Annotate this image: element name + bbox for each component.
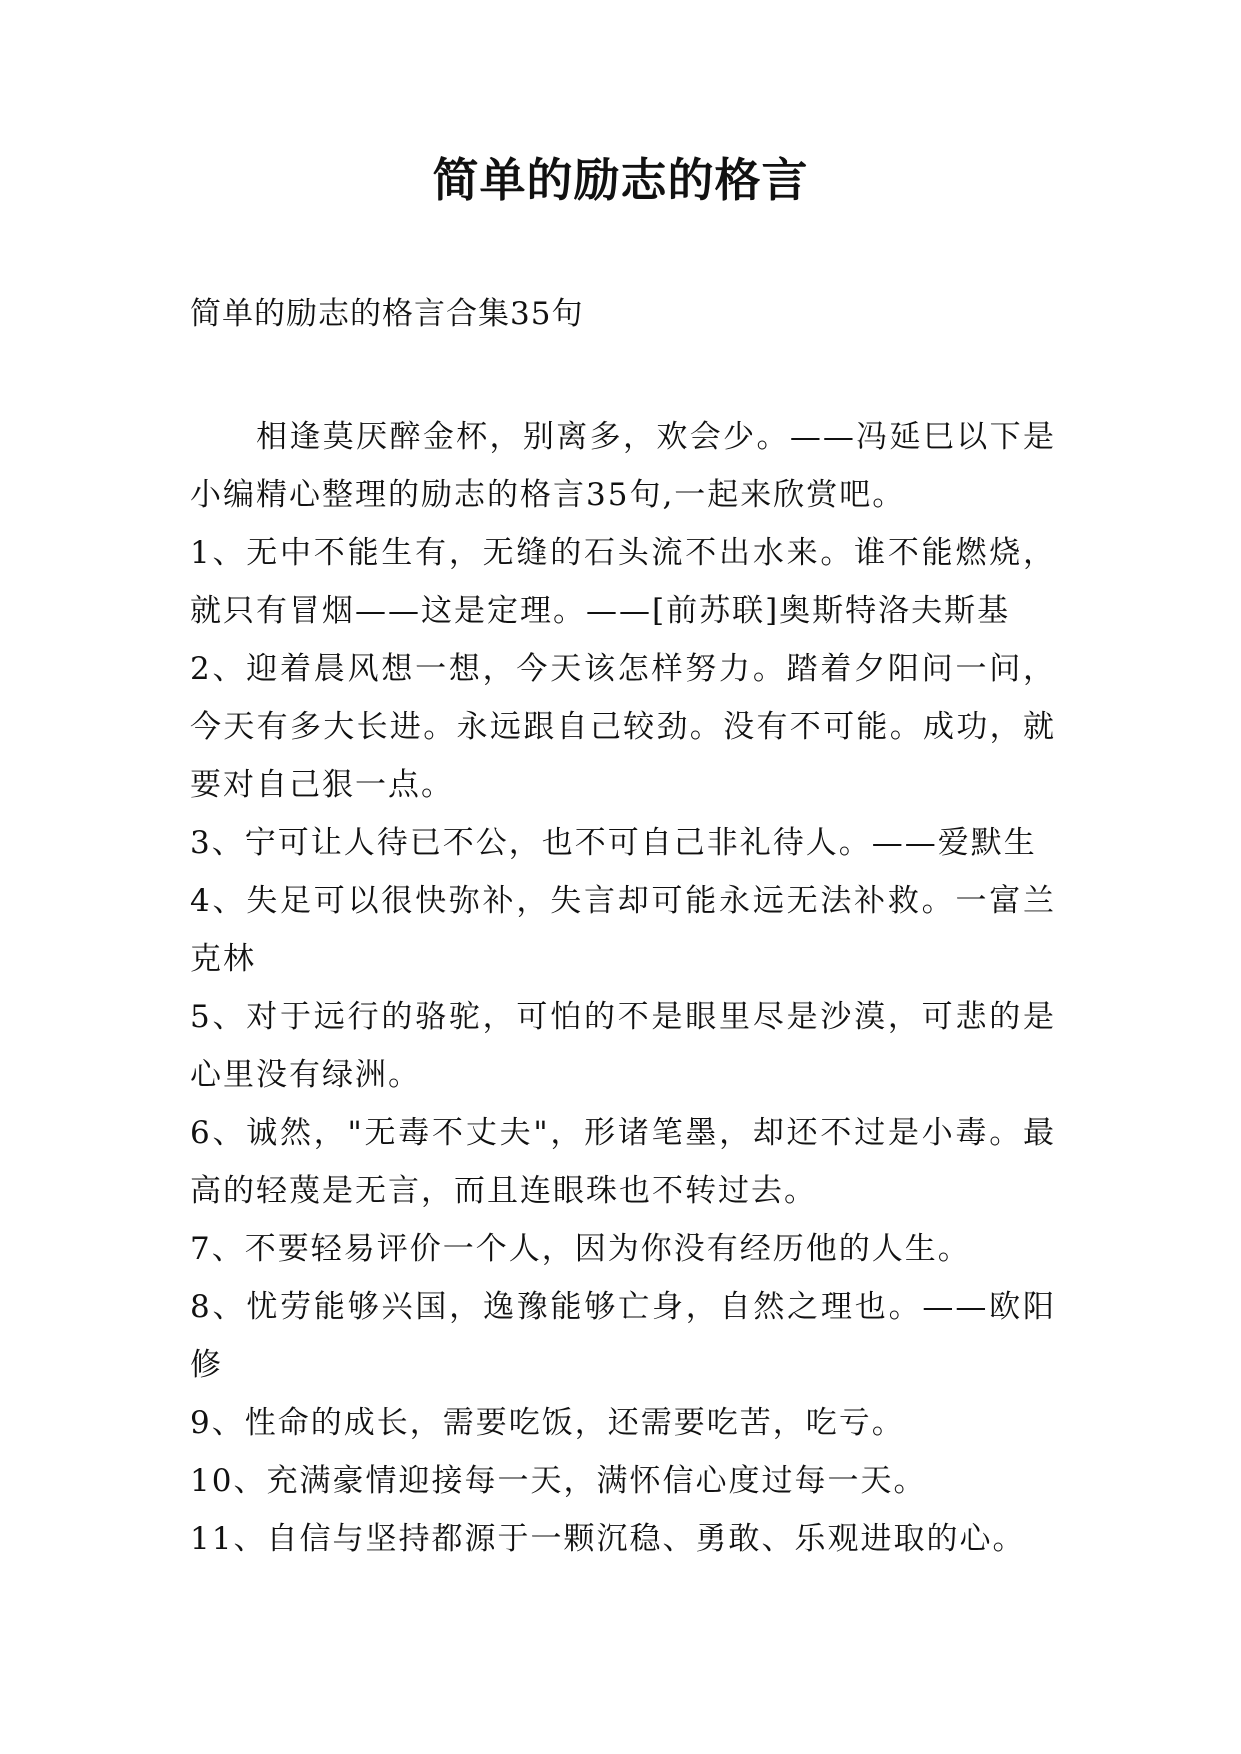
- document-subtitle: 简单的励志的格言合集35句: [190, 296, 584, 332]
- document-title: 简单的励志的格言: [432, 153, 809, 207]
- quote-item: 4、失足可以很快弥补，失言却可能永远无法补救。一富兰克林: [190, 883, 1056, 977]
- quote-item: 2、迎着晨风想一想，今天该怎样努力。踏着夕阳问一问，今天有多大长进。永远跟自己较劲。没有不可能。成功，就要对自己狠一点。: [190, 651, 1056, 803]
- intro-paragraph: 相逢莫厌醉金杯，别离多，欢会少。——冯延巳以下是小编精心整理的励志的格言35句,一起来欣赏吧。: [190, 419, 1056, 513]
- quote-item: 7、不要轻易评价一个人，因为你没有经历他的人生。: [190, 1231, 971, 1267]
- document-body: [190, 408, 1056, 1568]
- quote-item: 1、无中不能生有，无缝的石头流不出水来。谁不能燃烧，就只有冒烟——这是定理。——[前苏联]奥斯特洛夫斯基: [190, 535, 1056, 629]
- quote-item: 9、性命的成长，需要吃饭，还需要吃苦，吃亏。: [190, 1405, 905, 1441]
- quote-item: 6、诚然，"无毒不丈夫"，形诸笔墨，却还不过是小毒。最高的轻蔑是无言，而且连眼珠也不转过去。: [190, 1115, 1056, 1209]
- quote-item: 5、对于远行的骆驼，可怕的不是眼里尽是沙漠，可悲的是心里没有绿洲。: [190, 999, 1056, 1093]
- quote-item: 11、自信与坚持都源于一颗沉稳、勇敢、乐观进取的心。: [190, 1521, 1026, 1557]
- quote-item: 10、充满豪情迎接每一天，满怀信心度过每一天。: [190, 1463, 927, 1499]
- quote-item: 3、宁可让人待已不公，也不可自己非礼待人。——爱默生: [190, 825, 1037, 861]
- quote-item: 8、忧劳能够兴国，逸豫能够亡身，自然之理也。——欧阳修: [190, 1289, 1056, 1383]
